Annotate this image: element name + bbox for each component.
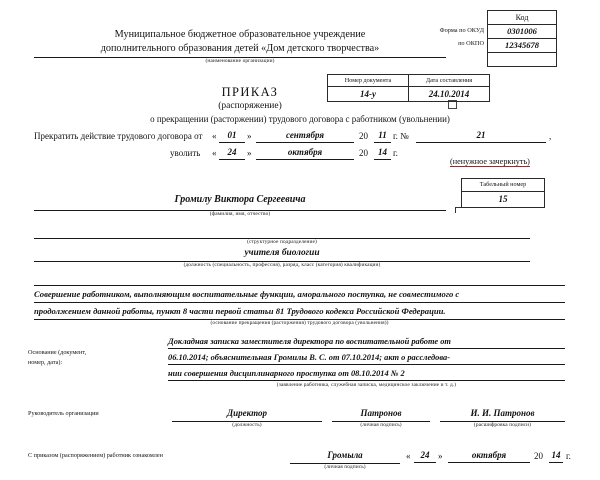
contract-month-rule [256,142,354,143]
contract-year-prefix: 20 [359,131,368,141]
acknowledgment-month-rule [448,462,530,463]
reason-line-2: продолжением данной работы, пункт 8 части первой статьи 81 Трудового кодекса Российской Федерации. [34,306,446,316]
page-subtitle: (распоряжение) [218,101,282,111]
head-transcript-caption: (расшифровка подписи) [473,422,532,428]
acknowledgment-signature-value: Громыла [327,450,363,460]
reason-caption: (основание прекращения (расторжения) трудового договора (увольнения)) [210,320,389,326]
document-number-table [327,74,490,102]
personnel-number-value: 15 [498,194,508,204]
organization-name-line-2: дополнительного образования детей «Дом детского творчества» [100,43,380,54]
okpo-code-value: 12345678 [488,39,556,53]
code-table [487,10,557,67]
acknowledgment-year-rule [549,462,563,463]
acknowledgment-day-value: 24 [420,450,430,460]
dismiss-month-rule [256,159,354,160]
document-number-value: 14-у [328,87,409,101]
contract-month-value: сентября [285,130,325,140]
document-number-header: Номер документа [328,75,409,87]
basis-line-2: 06.10.2014; объяснительная Громилы В. С. от 07.10.2014; акт о расследова- [168,353,450,362]
contract-day-value: 01 [227,130,237,140]
employee-fio-caption: (фамилия, имя, отчество) [209,211,271,217]
dismiss-quote-open: « [212,148,217,158]
contract-year-value: 11 [378,130,387,140]
terminate-quote-open: « [212,131,217,141]
document-date-header: Дата составления [409,75,489,87]
acknowledgment-signature-caption: (личная подпись) [324,464,366,470]
strike-note [450,157,530,167]
head-signature-caption: (личная подпись) [360,422,402,428]
basis-rule-2 [168,364,565,365]
basis-line-3: нии совершения дисциплинарного проступка от 08.10.2014 № 2 [168,369,405,378]
contract-day-rule [219,142,245,143]
terminate-quote-close: » [247,131,252,141]
subdivision-caption: (структурное подразделение) [247,239,317,245]
contract-year-suffix: г. № [393,131,409,141]
acknowledgment-year-suffix: г. [566,451,571,461]
dismiss-day-value: 24 [227,147,237,157]
acknowledgment-label: С приказом (распоряжением) работник ознакомлен [28,452,163,459]
terminate-lead-text: Прекратить действие трудового договора от [34,131,203,141]
organization-name-line-1: Муниципальное бюджетное образовательное учреждение [114,29,366,40]
head-signature-label: Руководитель организации [28,410,99,417]
dismiss-year-rule [374,159,391,160]
dismiss-month-value: октября [287,147,323,157]
acknowledgment-quote-open: « [406,451,411,461]
reason-line-1: Совершение работником, выполняющим воспитательные функции, аморального поступка, не совместимого с [34,289,460,299]
dismiss-quote-close: » [247,148,252,158]
dismiss-year-prefix: 20 [359,148,368,158]
basis-rule-1 [168,348,565,349]
acknowledgment-day-rule [414,462,436,463]
acknowledgment-month-value: октября [471,450,507,460]
personnel-number-box [461,178,545,208]
corner-mark [455,207,461,213]
basis-rule-3 [168,380,565,381]
head-signature-value: Патронов [360,408,402,418]
strike-note-text: (ненужное зачеркнуть) [450,157,530,166]
reason-mid-rule [34,302,565,303]
contract-number-value: 21 [476,130,486,140]
code-table-empty-cell [488,53,556,66]
position-caption: (должность (специальность, профессия), разряд, класс (категория) квалификации) [183,262,381,268]
acknowledgment-quote-close: » [438,451,443,461]
organization-caption: (наименование организации) [205,58,275,64]
reason-top-rule [34,285,565,286]
order-subject: о прекращении (расторжении) трудового договора с работником (увольнении) [150,114,450,124]
code-table-header: Код [488,11,556,25]
page-title: ПРИКАЗ [221,85,279,99]
document-date-value: 24.10.2014 [428,89,470,99]
basis-line-1: Докладная записка заместителя директора по воспитательной работе от [168,337,451,346]
basis-label-line-1: Основание (документ, [28,349,87,356]
contract-year-rule [374,142,391,143]
head-transcript-value: И. И. Патронов [470,408,535,418]
okud-code-value: 0301006 [488,25,556,39]
basis-label-line-2: номер, дата): [28,359,63,366]
dismiss-year-value: 14 [378,147,387,157]
personnel-number-header: Табельный номер [462,179,544,192]
acknowledgment-year-prefix: 20 [534,451,543,461]
basis-caption: (заявление работника, служебная записка, медицинское заключение и т. д.) [276,382,457,388]
acknowledgment-year-value: 14 [551,450,561,460]
dismiss-day-rule [219,159,245,160]
okud-side-label: Форма по ОКУД [439,27,484,34]
okpo-side-label: по ОКПО [458,40,484,47]
head-position-value: Директор [227,408,267,418]
contract-number-rule [416,142,546,143]
dismiss-year-suffix: г. [393,148,398,158]
position-value: учителя биологии [244,248,320,258]
terminate-comma: , [549,131,552,141]
dismiss-label: уволить [170,148,201,158]
employee-fio-value: Громилу Виктора Сергеевича [174,194,306,205]
head-position-caption: (должность) [232,422,262,428]
